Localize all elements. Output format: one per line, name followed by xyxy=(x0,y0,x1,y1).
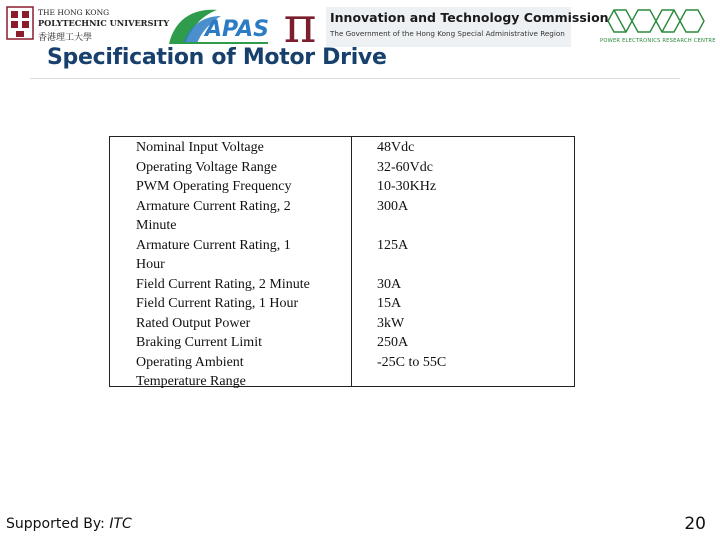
spec-table xyxy=(109,136,575,387)
spec-row xyxy=(110,294,574,314)
spec-value: 3kW xyxy=(377,315,405,331)
supported-prefix: Supported By: xyxy=(6,516,110,532)
polyu-line-2: POLYTECHNIC UNIVERSITY xyxy=(38,18,170,28)
spec-row xyxy=(110,177,574,197)
spec-label-line: Nominal Input Voltage xyxy=(136,140,264,155)
apas-logo xyxy=(165,4,270,50)
spec-value: 48Vdc xyxy=(377,140,415,155)
spec-row xyxy=(110,333,574,353)
apas-text: APAS xyxy=(205,17,270,42)
spec-row xyxy=(110,353,574,392)
itc-title: Innovation and Technology Commission xyxy=(330,10,609,25)
spec-label xyxy=(136,353,341,392)
spec-row xyxy=(110,314,574,334)
spec-row xyxy=(110,158,574,178)
spec-label-line: Operating Voltage Range xyxy=(136,159,278,175)
spec-label-line: Field Current Rating, 1 Hour xyxy=(136,296,299,311)
spec-value: 300A xyxy=(377,198,409,214)
spec-value: 30A xyxy=(377,276,402,292)
perc-text: POWER ELECTRONICS RESEARCH CENTRE xyxy=(600,38,716,44)
slide-title: Specification of Motor Drive xyxy=(47,45,387,70)
polyu-line-1: THE HONG KONG xyxy=(38,8,110,17)
spec-row xyxy=(110,236,574,275)
spec-label xyxy=(136,177,341,197)
spec-value: 10-30KHz xyxy=(377,179,437,194)
spec-label-line: Hour xyxy=(136,257,165,272)
footer-supported xyxy=(6,516,132,532)
supported-org: ITC xyxy=(109,516,132,532)
spec-row xyxy=(110,275,574,295)
spec-label-line: PWM Operating Frequency xyxy=(136,179,292,194)
spec-value: 250A xyxy=(377,335,409,350)
spec-label-line: Braking Current Limit xyxy=(136,335,262,350)
spec-value: 32-60Vdc xyxy=(377,159,433,175)
spec-value: 15A xyxy=(377,296,402,311)
spec-value: -25C to 55C xyxy=(377,354,447,370)
spec-label xyxy=(136,236,341,275)
spec-label-line: Field Current Rating, 2 Minute xyxy=(136,276,310,292)
itc-subtitle: The Government of the Hong Kong Special Administrative Region xyxy=(330,29,565,38)
perc-hexagon-icon xyxy=(600,4,715,38)
spec-row xyxy=(110,138,574,158)
polyu-emblem-icon xyxy=(6,6,34,40)
spec-label-line: Temperature Range xyxy=(136,374,246,389)
spec-label xyxy=(136,333,341,353)
spec-label-line: Armature Current Rating, 1 xyxy=(136,237,291,253)
spec-label xyxy=(136,294,341,314)
polyu-line-3: 香港理工大學 xyxy=(38,33,93,43)
spec-rows xyxy=(110,137,574,392)
itc-banner xyxy=(326,7,609,47)
title-underline xyxy=(30,78,680,79)
spec-row xyxy=(110,197,574,236)
spec-label-line: Armature Current Rating, 2 xyxy=(136,198,291,214)
spec-label xyxy=(136,275,341,295)
perc-logo xyxy=(600,4,715,50)
spec-label-line: Operating Ambient xyxy=(136,354,244,370)
spec-label xyxy=(136,314,341,334)
page-number: 20 xyxy=(684,514,706,534)
spec-label-line: Rated Output Power xyxy=(136,315,251,331)
spec-label xyxy=(136,138,341,158)
spec-label xyxy=(136,158,341,178)
polyu-logo xyxy=(6,6,170,46)
spec-value: 125A xyxy=(377,237,409,253)
spec-label xyxy=(136,197,341,236)
spec-label-line: Minute xyxy=(136,218,177,233)
pi-logo: π xyxy=(283,0,317,54)
